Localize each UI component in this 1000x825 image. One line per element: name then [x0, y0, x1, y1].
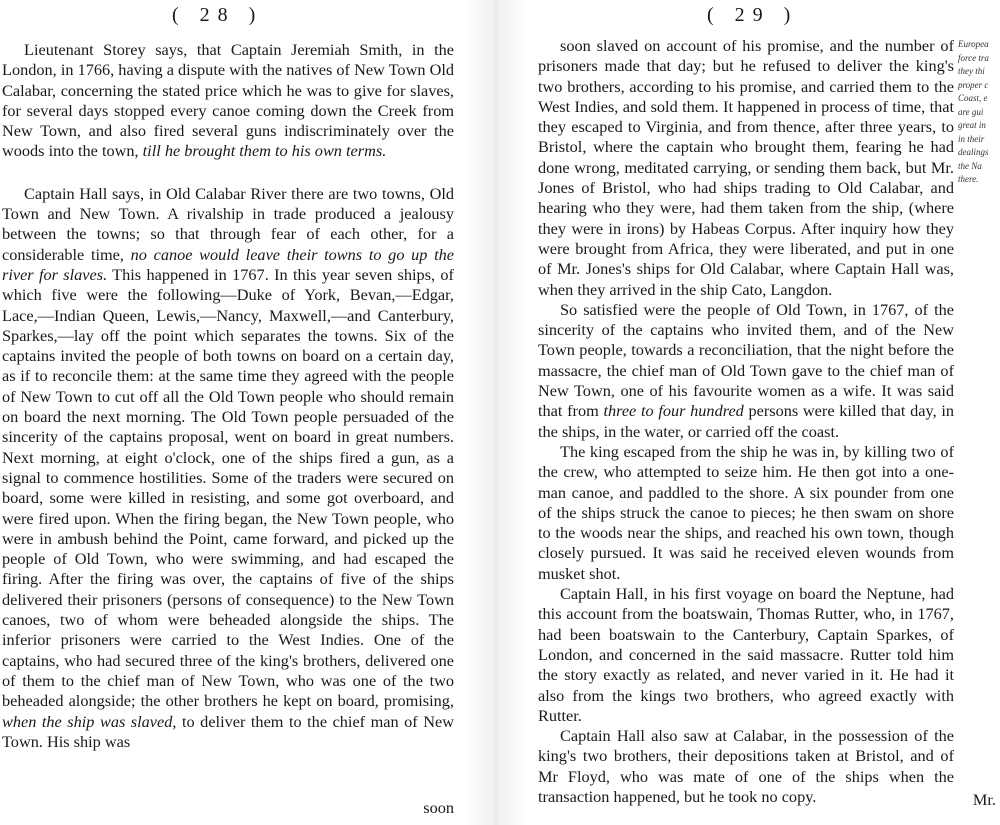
right-page: [530, 0, 1000, 825]
margin-note-line: the Na: [958, 160, 982, 171]
page-body-text: [538, 36, 954, 807]
margin-note-line: force tra: [958, 52, 989, 63]
text-run: , to deliver them to the chief man of New Town. His ship was: [2, 711, 454, 751]
paragraph: [538, 442, 954, 584]
margin-note-line: dealings: [958, 147, 989, 157]
text-run: persons were killed that day, in the ships, in the water, or carried off the coast.: [538, 401, 954, 441]
text-run: The king escaped from the ship he was in, by killing two of the crew, who attempted to seize him. He then got into a one-man canoe, and paddled to the shore. A six pounder from one of the ships struck the canoe to pieces; he then swam on shore to the woods near the ships, and reached his own town, though closely pursued. It was said he received eleven wounds from musket shot.: [538, 441, 954, 583]
paragraph: [538, 726, 954, 807]
italic-text: no canoe would leave their towns to go up the river for slaves.: [2, 244, 454, 284]
page-number: ( 28 ): [172, 4, 264, 26]
text-run: Captain Hall, in his first voyage on board the Neptune, had this account from the boatswain, Thomas Rutter, who, in 1767, had been boatswain to the Canterbury, Captain Sparkes, of London, and concerned in the said massacre. Rutter told him the story exactly as related, and never varied in it. He had it also from the kings two brothers, who agreed exactly with Rutter.: [538, 584, 954, 725]
catchword: Mr.: [972, 790, 996, 809]
text-run: Lieutenant Storey says, that Captain Jeremiah Smith, in the London, in 1766, having a dispute with the natives of New Town Old Calabar, concerning the stated price which he was to give for slaves, for several days stopped every canoe coming down the Creek from New Town, and also fired several guns indiscriminately over the woods into the town,: [2, 40, 454, 161]
text-run: Captain Hall also saw at Calabar, in the possession of the king's two brothers, their depositions taken at Bristol, and of Mr Floyd, who was mate of one of the ships when the transaction happened, but he took no copy.: [538, 726, 954, 806]
paragraph: [538, 300, 954, 442]
italic-text: three to four hundred: [603, 401, 744, 421]
paragraph: [2, 184, 454, 752]
page-number: ( 29 ): [707, 4, 799, 26]
margin-note-line: they thi: [958, 66, 985, 76]
catchword: soon: [423, 798, 454, 817]
page-body-text: [2, 40, 454, 752]
paragraph: [2, 40, 454, 162]
text-run: soon slaved on account of his promise, and the number of prisoners made that day; but he refused to deliver the king's two brothers, according to his promise, and carried them to the West Indies, and sold them. It happened in process of time, that they escaped to Virginia, and from thence, after three years, to Bristol, where the captain who brought them, fearing he had done wrong, meditated carrying, or sending them back, but Mr. Jones of Bristol, who had ships trading to Old Calabar, and hearing who they were, had them taken from the ship, (where they were in irons) by Habeas Corpus. After inquiry how they were brought from Africa, they were liberated, and put in one of Mr. Jones's ships for Old Calabar, where Captain Hall was, when they arrived in the ship Cato, Langdon.: [538, 36, 954, 299]
paragraph: [538, 584, 954, 726]
margin-note-line: great in: [958, 120, 986, 130]
margin-note-line: in their: [958, 133, 985, 144]
italic-text: when the ship was slaved: [2, 711, 173, 731]
margin-note-line: proper c: [958, 79, 989, 90]
book-gutter: [466, 0, 526, 825]
margin-note-line: are gui: [958, 106, 984, 117]
margin-note-line: there.: [958, 174, 979, 184]
margin-note-line: Coast, e: [958, 93, 988, 103]
left-page: [0, 0, 462, 825]
text-run: Captain Hall says, in Old Calabar River there are two towns, Old Town and New Town. A rivalship in trade produced a jealousy between the towns; so that through fear of each other, for a considerable time,: [2, 183, 454, 264]
margin-note-line: Europea: [958, 39, 989, 49]
text-run: So satisfied were the people of Old Town, in 1767, of the sincerity of the captains who invited them, and of the New Town people, towards a reconciliation, that the night before the massacre, the chief man of Old Town gave to the chief man of New Town, one of his favourite women as a wife. It was said that from: [538, 299, 954, 421]
text-run: This happened in 1767. In this year seven ships, of which five were the following—Duke of York, Bevan,—Edgar, Lace,—Indian Queen, Lewis,—Nancy, Maxwell,—and Canterbury, Sparkes,—lay off the point which separates the towns. Six of the captains invited the people of both towns on board on a certain day, as if to reconcile them: at the same time they agreed with the people of New Town to cut off all the Old Town people who should remain on board the next morning. The Old Town people persuaded of the sincerity of the captains proposal, went on board in great numbers. Next morning, at eight o'clock, one of the ships fired a gun, as a signal to commence hostilities. Some of the traders were secured on board, some were killed in resisting, and some got overboard, and were fired upon. When the firing began, the New Town people, who were in ambush behind the Point, came forward, and picked up the people of Old Town, who were swimming, and had escaped the firing. After the firing was over, the captains of five of the ships delivered their prisoners (persons of consequence) to the New Town canoes, two of whom were beheaded alongside the ships. The inferior prisoners were carried to the West Indies. One of the captains, who had secured three of the king's brothers, delivered one of them to the chief man of New Town, who was one of the two beheaded alongside; the other brothers he kept on board, promising,: [2, 264, 454, 711]
italic-text: till he brought them to his own terms.: [142, 141, 387, 161]
marginal-note: [958, 38, 1000, 187]
paragraph: [538, 36, 954, 300]
